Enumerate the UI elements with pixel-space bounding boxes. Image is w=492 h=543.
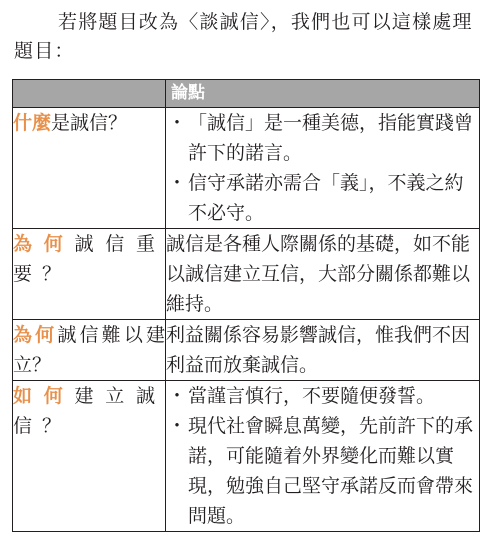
bullet-icon: ・ [167,385,187,407]
question-cell [13,320,166,381]
bullet-text: 現代社會瞬息萬變，先前許下的承諾，可能隨着外界變化而難以實現，勉強自己堅守承諾反而會帶來問題。 [188,415,474,527]
question-cell [13,381,166,532]
header-arguments: 論點 [166,80,480,108]
bullet-point [166,381,479,411]
arguments-table [12,79,480,532]
question-text: 誠信難以建立？ [13,324,165,376]
question-text: 建立誠信？ [13,385,165,437]
table-row [13,381,480,532]
answer-text: 誠信是各種人際關係的基礎，如不能以誠信建立互信，大部分關係都難以維持。 [166,233,471,315]
bullet-icon: ・ [167,415,187,437]
question-keyword: 為何 [13,233,75,255]
question-text: 誠信重要？ [13,233,165,285]
intro-paragraph: 若將題目改為〈談誠信〉，我們也可以這樣處理題目： [14,11,473,62]
question-text: 是誠信？ [51,112,128,134]
answer-cell [166,381,480,532]
bullet-point [166,168,479,228]
bullet-text: 「誠信」是一種美德，指能實踐曾許下的諾言。 [188,112,474,164]
answer-text: 利益關係容易影響誠信，惟我們不因利益而放棄誠信。 [166,324,471,376]
answer-cell [166,229,480,320]
table-row [13,320,480,381]
table-header-row [13,80,480,108]
answer-cell [166,108,480,229]
table-row [13,108,480,229]
table-row [13,229,480,320]
question-cell [13,229,166,320]
bullet-point [166,411,479,531]
answer-cell [166,320,480,381]
bullet-text: 信守承諾亦需合「義」，不義之約不必守。 [188,172,464,224]
question-cell [13,108,166,229]
bullet-icon: ・ [167,172,187,194]
header-blank-cell [13,80,166,108]
question-keyword: 為何 [13,324,58,346]
bullet-icon: ・ [167,112,187,134]
bullet-point [166,108,479,168]
bullet-text: 當謹言慎行，不要隨便發誓。 [188,385,436,407]
question-keyword: 什麼 [13,112,52,134]
question-keyword: 如何 [13,385,75,407]
